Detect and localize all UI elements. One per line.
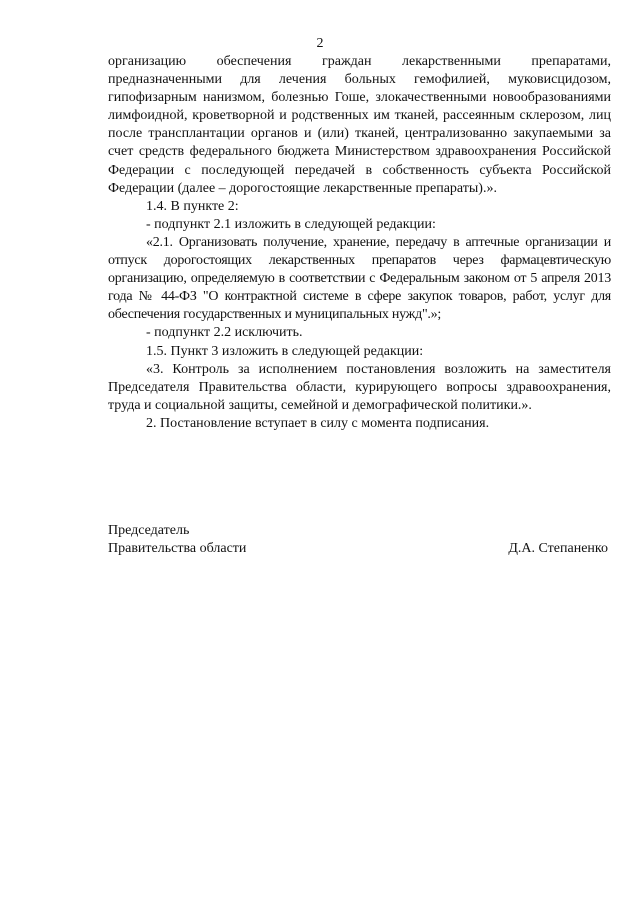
paragraph-item-2: 2. Постановление вступает в силу с момента подписания. xyxy=(146,415,490,431)
paragraph-quote-2-1: «2.1. Организовать получение, хранение, передачу в аптечные организации и отпуск дорогостоящих лекарственных препаратов через фармацевтическую организацию, определяемую в соответствии с Федеральным законом от 5 апреля 2013 года № 44-ФЗ "О контрактной системе в сфере закупок товаров, работ, услуг для обеспечения государственных и муниципальных нужд".»; xyxy=(108,234,611,323)
paragraph-item-1-5: 1.5. Пункт 3 изложить в следующей редакции: xyxy=(146,343,424,359)
document-body xyxy=(108,53,611,433)
page-number: 2 xyxy=(316,36,324,51)
signatory-title-line1: Председатель xyxy=(108,523,190,538)
signature-row xyxy=(108,540,608,558)
paragraph-subitem-2-2: - подпункт 2.2 исключить. xyxy=(146,325,303,341)
signature-block xyxy=(108,522,608,558)
signatory-name: Д.А. Степаненко xyxy=(508,541,608,556)
paragraph-continuation: организацию обеспечения граждан лекарственными препаратами, предназначенными для лечения больных гемофилией, муковисцидозом, гипофизарным нанизмом, болезнью Гоше, злокачественными новообразованиями лимфоидной, кроветворной и родственных им тканей, рассеянным склерозом, лиц после трансплантации органов и (или) тканей, централизованно закупаемыми за счет средств федерального бюджета Министерством здравоохранения Российской Федерации с последующей передачей в собственность субъекта Российской Федерации (далее – дорогостоящие лекарственные препараты).». xyxy=(108,54,611,196)
paragraph-quote-3: «3. Контроль за исполнением постановления возложить на заместителя Председателя Правительства области, курирующего вопросы здравоохранения, труда и социальной защиты, семейной и демографической политики.». xyxy=(108,361,611,413)
paragraph-item-1-4: 1.4. В пункте 2: xyxy=(146,198,239,214)
paragraph-subitem-2-1: - подпункт 2.1 изложить в следующей редакции: xyxy=(146,216,436,232)
signatory-title-line2: Правительства области xyxy=(108,541,247,556)
